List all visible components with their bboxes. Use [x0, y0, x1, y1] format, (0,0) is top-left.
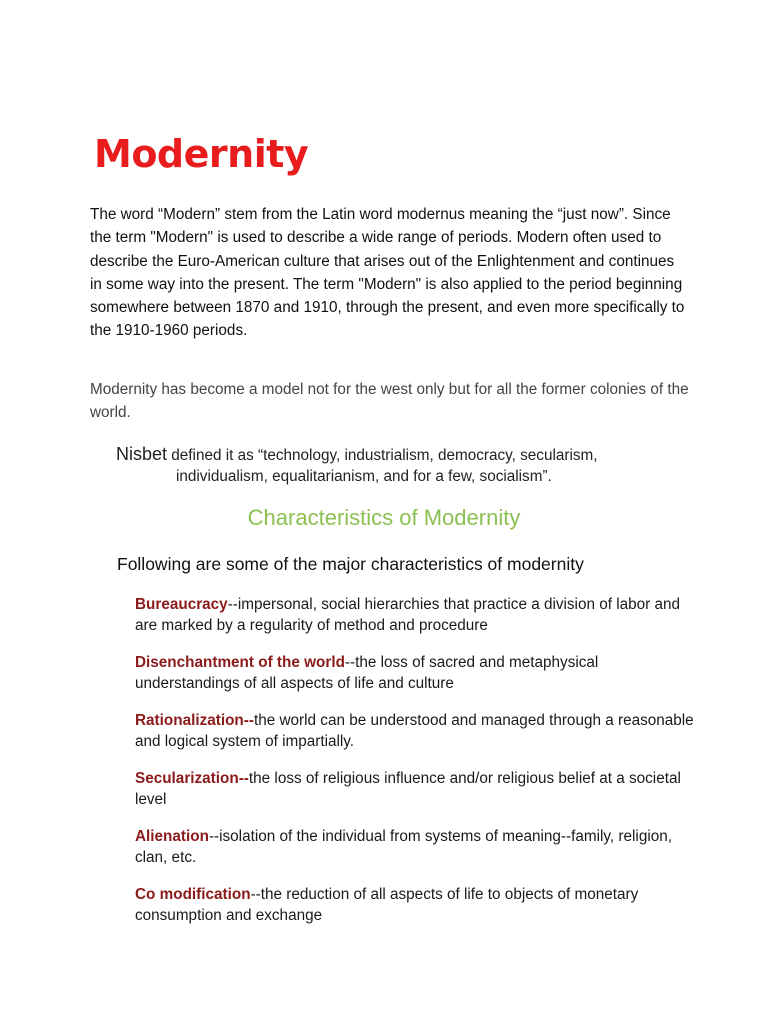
characteristic-description: --isolation of the individual from systems of meaning--family, religion, clan, etc.	[135, 828, 672, 866]
characteristics-heading: Characteristics of Modernity	[247, 505, 521, 530]
list-item	[135, 711, 695, 752]
characteristic-description: --the loss of sacred and metaphysical understandings of all aspects of life and culture	[135, 654, 599, 692]
characteristic-description: the loss of religious influence and/or religious belief at a societal level	[135, 770, 681, 808]
intro-paragraph: The word “Modern” stem from the Latin word modernus meaning the “just now”. Since the term "Modern" is used to describe a wide range of periods. Modern often used to describe the Euro-American culture that arises out of the Enlightenment and continues in some way into the present. The term "Modern" is also applied to the period beginning somewhere between 1870 and 1910, through the present, and even more specifically to the 1910-1960 periods.	[90, 206, 685, 340]
colonies-paragraph: Modernity has become a model not for the west only but for all the former colonies of the world.	[90, 381, 689, 422]
characteristic-term: Rationalization--	[135, 712, 254, 729]
characteristic-description: the world can be understood and managed through a reasonable and logical system of impartially.	[135, 712, 694, 750]
nisbet-name: Nisbet	[116, 444, 168, 464]
list-item	[135, 595, 695, 636]
list-item	[135, 769, 695, 810]
list-item	[135, 827, 695, 868]
nisbet-quote-line1: defined it as “technology, industrialism, democracy, secularism,	[167, 447, 598, 464]
characteristic-description: --impersonal, social hierarchies that practice a division of labor and are marked by a regularity of method and procedure	[135, 596, 681, 634]
list-item	[135, 885, 695, 926]
characteristic-term: Bureaucracy	[135, 596, 228, 613]
nisbet-quote-line2: individualism, equalitarianism, and for a few, socialism”.	[176, 468, 552, 485]
characteristics-list	[135, 595, 695, 943]
characteristics-intro: Following are some of the major characteristics of modernity	[117, 554, 584, 574]
page-title: Modernity	[94, 132, 309, 176]
characteristic-term: Secularization--	[135, 770, 249, 787]
list-item	[135, 653, 695, 694]
characteristic-description: --the reduction of all aspects of life to objects of monetary consumption and exchange	[135, 886, 639, 924]
characteristic-term: Co modification	[135, 886, 251, 903]
characteristic-term: Alienation	[135, 828, 209, 845]
characteristic-term: Disenchantment of the world	[135, 654, 345, 671]
nisbet-quote	[116, 444, 676, 487]
